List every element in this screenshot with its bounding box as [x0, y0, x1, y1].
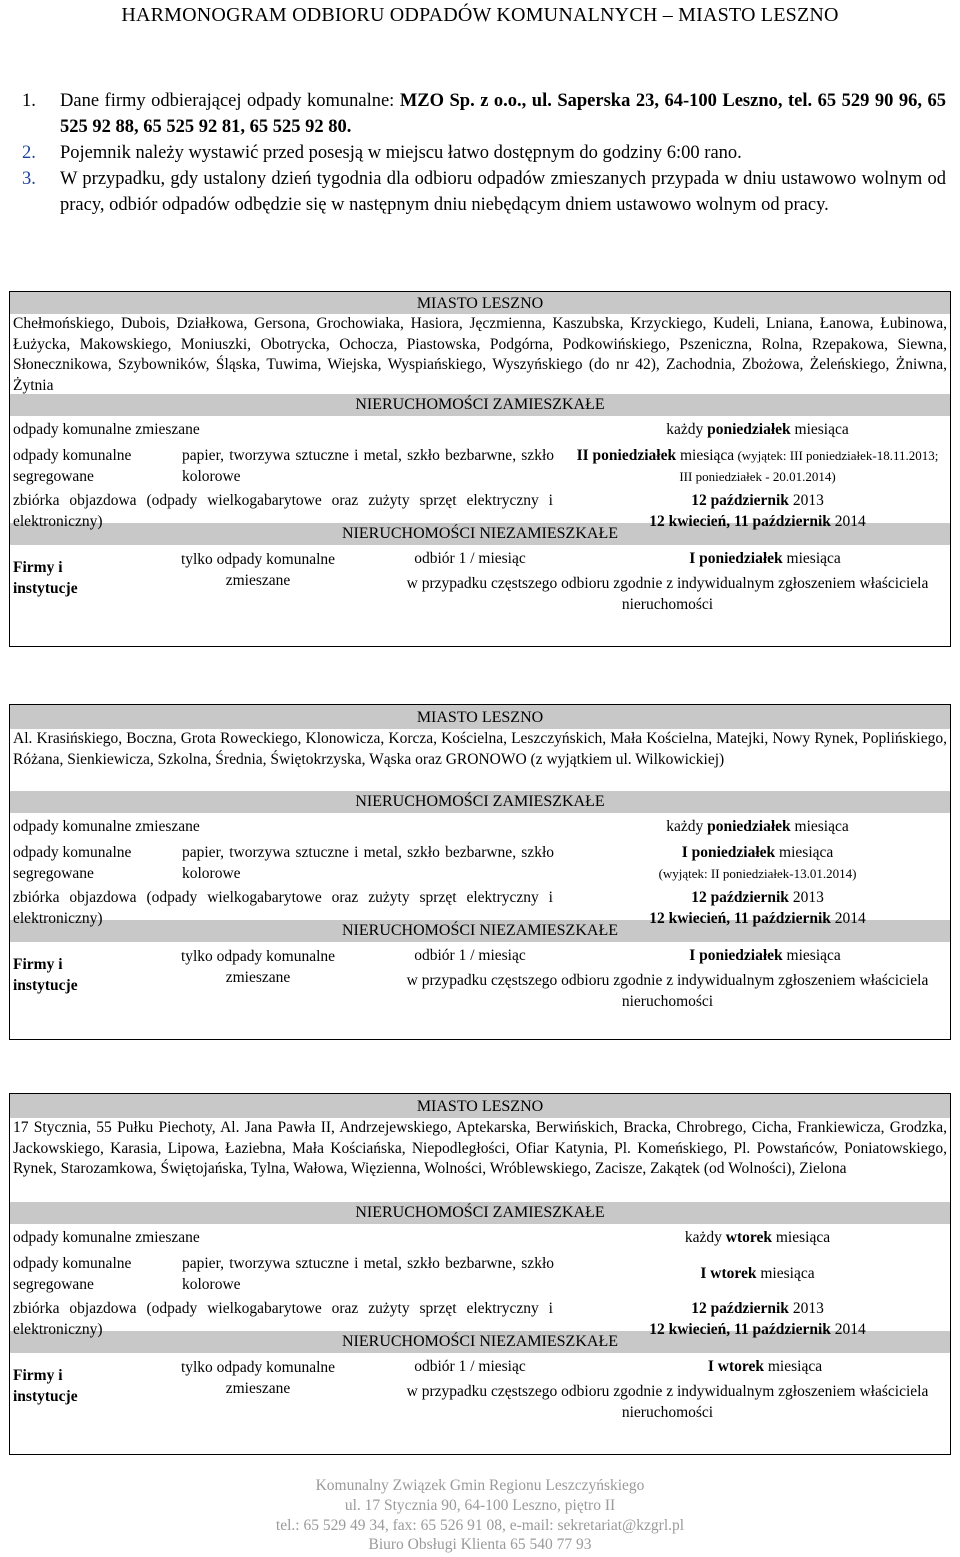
intro-number: 2.	[22, 143, 36, 163]
footer-contact: tel.: 65 529 49 34, fax: 65 526 91 08, e-mail: sekretariat@kzgrl.pl	[275, 1516, 685, 1534]
street-list: Chełmońskiego, Dubois, Działkowa, Gersona, Grochowiaka, Hasiora, Jęczmienna, Kaszubska, Krzyckiego, Kudeli, Lniana, Łanowa, Łubinowa, Łużycka, Makowskiego, Moniuszki, Obotrycka, Ochocza, Piastowska, Podgórna, Podkowińskiego, Pszeniczna, Rolna, Rzepakowa, Siewna, Słonecznikowa, Szybowników, Śląska, Tuwima, Wiejska, Wyspiańskiego, Wyszyńskiego (do nr 42), Zachodnia, Zbożowa, Żeleńskiego, Żniwna, Żytnia	[13, 315, 947, 394]
schedule-block-2	[9, 704, 951, 1040]
nonresidential-grid	[10, 545, 950, 645]
intro-item-container	[22, 140, 946, 166]
segregated-waste-schedule: I poniedziałek miesiąca (wyjątek: II poniedziałek-13.01.2014)	[658, 844, 857, 881]
page-title: HARMONOGRAM ODBIORU ODPADÓW KOMUNALNYCH – MIASTO LESZNO	[121, 4, 839, 26]
footer-customer-service: Biuro Obsługi Klienta 65 540 77 93	[368, 1536, 592, 1554]
city-header: MIASTO LESZNO	[10, 1094, 950, 1118]
mixed-waste-schedule: każdy poniedziałek miesiąca	[666, 421, 849, 438]
firms-schedule: I poniedziałek miesiąca	[689, 947, 841, 964]
segregated-waste-types: papier, tworzywa sztuczne i metal, szkło bezbarwne, szkło kolorowe	[182, 844, 554, 882]
bulky-waste-label: zbiórka objazdowa (odpady wielkogabarytowe oraz zużyty sprzęt elektryczny i elektroniczny)	[13, 492, 553, 530]
footer	[0, 1476, 960, 1555]
frequent-pickup-note: w przypadku częstszego odbioru zgodnie z indywidualnym zgłoszeniem właściciela nieruchomości	[406, 575, 929, 613]
intro-number: 1.	[22, 91, 36, 111]
nonresidential-grid	[10, 942, 950, 1040]
firms-label: Firmy i instytucje	[13, 956, 78, 994]
residential-header: NIERUCHOMOŚCI ZAMIESZKAŁE	[10, 791, 950, 813]
mixed-waste-schedule: każdy wtorek miesiąca	[684, 1229, 831, 1246]
firms-schedule: I wtorek miesiąca	[707, 1358, 823, 1375]
segregated-waste-types: papier, tworzywa sztuczne i metal, szkło bezbarwne, szkło kolorowe	[182, 447, 554, 485]
residential-header: NIERUCHOMOŚCI ZAMIESZKAŁE	[10, 394, 950, 416]
firms-waste-type: tylko odpady komunalne zmieszane	[180, 551, 336, 589]
schedule-block-3	[9, 1093, 951, 1455]
intro-text: Pojemnik należy wystawić przed posesją w miejscu łatwo dostępnym do godziny 6:00 rano.	[60, 143, 742, 163]
city-header: MIASTO LESZNO	[10, 292, 950, 314]
city-header: MIASTO LESZNO	[10, 705, 950, 729]
bulky-waste-dates: 12 październik 2013 12 kwiecień, 11 październik 2014	[649, 1300, 866, 1338]
nonresidential-header: NIERUCHOMOŚCI NIEZAMIESZKAŁE	[10, 523, 950, 545]
mixed-waste-label: odpady komunalne zmieszane	[13, 421, 200, 438]
firms-schedule: I poniedziałek miesiąca	[689, 550, 841, 567]
segregated-waste-schedule: II poniedziałek miesiąca (wyjątek: III poniedziałek-18.11.2013; III poniedziałek - 20.01.2014)	[576, 447, 939, 484]
footer-address: ul. 17 Stycznia 90, 64-100 Leszno, piętro II	[344, 1496, 616, 1514]
segregated-waste-label: odpady komunalne segregowane	[13, 447, 132, 485]
firms-waste-type: tylko odpady komunalne zmieszane	[180, 1359, 336, 1397]
intro-item-company	[22, 88, 946, 140]
bulky-waste-label: zbiórka objazdowa (odpady wielkogabarytowe oraz zużyty sprzęt elektryczny i elektroniczny)	[13, 1300, 553, 1338]
firms-label: Firmy i instytucje	[13, 559, 78, 597]
intro-text: Dane firmy odbierającej odpady komunalne:	[60, 91, 400, 111]
mixed-waste-schedule: każdy poniedziałek miesiąca	[666, 818, 849, 835]
street-list: 17 Stycznia, 55 Pułku Piechoty, Al. Jana Pawła II, Andrzejewskiego, Aptekarska, Berwińskich, Bracka, Chrobrego, Cicha, Frankiewicza, Grodzka, Jackowskiego, Karasia, Lipowa, Łaziebna, Mała Kościańska, Niepodległości, Ofiar Katynia, Pl. Komeńskiego, Pl. Powstańców, Poniatowskiego, Rynek, Starozamkowa, Świętojańska, Tylna, Wałowa, Więzienna, Wolności, Wróblewskiego, Zacisze, Zakątek (od Wolności), Zielona	[13, 1119, 947, 1177]
nonresidential-grid	[10, 1353, 950, 1453]
pickup-frequency: odbiór 1 / miesiąc	[414, 1358, 526, 1375]
segregated-waste-schedule: I wtorek miesiąca	[700, 1265, 815, 1282]
pickup-frequency: odbiór 1 / miesiąc	[414, 550, 526, 567]
residential-header: NIERUCHOMOŚCI ZAMIESZKAŁE	[10, 1202, 950, 1224]
residential-grid	[10, 813, 950, 927]
intro-item-holiday	[22, 166, 946, 218]
nonresidential-header: NIERUCHOMOŚCI NIEZAMIESZKAŁE	[10, 1331, 950, 1353]
frequent-pickup-note: w przypadku częstszego odbioru zgodnie z indywidualnym zgłoszeniem właściciela nieruchomości	[406, 972, 929, 1010]
footer-org-name: Komunalny Związek Gmin Regionu Leszczyńskiego	[315, 1477, 645, 1494]
intro-list	[22, 88, 946, 218]
street-list: Al. Krasińskiego, Boczna, Grota Roweckiego, Klonowicza, Korcza, Kościelna, Leszczyńskich, Mała Kościelna, Matejki, Nowy Rynek, Poplińskiego, Różana, Sienkiewicza, Szkolna, Średnia, Świętokrzyska, Wąska oraz GRONOWO (z wyjątkiem ul. Wilkowickiej)	[13, 730, 947, 768]
frequent-pickup-note: w przypadku częstszego odbioru zgodnie z indywidualnym zgłoszeniem właściciela nieruchomości	[406, 1383, 929, 1421]
schedule-block-1	[9, 291, 951, 647]
bulky-waste-dates: 12 październik 2013 12 kwiecień, 11 październik 2014	[649, 492, 866, 530]
segregated-waste-types: papier, tworzywa sztuczne i metal, szkło bezbarwne, szkło kolorowe	[182, 1255, 554, 1293]
nonresidential-header: NIERUCHOMOŚCI NIEZAMIESZKAŁE	[10, 920, 950, 942]
intro-text: W przypadku, gdy ustalony dzień tygodnia dla odbioru odpadów zmieszanych przypada w dniu ustawowo wolnym od pracy, odbiór odpadów odbędzie się w następnym dniu niebędącym dniem ustawowo wolnym od pracy.	[60, 169, 946, 215]
firms-label: Firmy i instytucje	[13, 1367, 78, 1405]
pickup-frequency: odbiór 1 / miesiąc	[414, 947, 526, 964]
bulky-waste-label: zbiórka objazdowa (odpady wielkogabarytowe oraz zużyty sprzęt elektryczny i elektroniczny)	[13, 889, 553, 927]
residential-grid	[10, 1224, 950, 1338]
segregated-waste-label: odpady komunalne segregowane	[13, 1255, 132, 1293]
bulky-waste-dates: 12 październik 2013 12 kwiecień, 11 październik 2014	[649, 889, 866, 927]
company-contact: MZO Sp. z o.o., ul. Saperska 23, 64-100 Leszno, tel. 65 529 90 96, 65 525 92 88, 65 525 92 81, 65 525 92 80.	[60, 91, 946, 137]
residential-grid	[10, 416, 950, 530]
segregated-waste-label: odpady komunalne segregowane	[13, 844, 132, 882]
intro-number: 3.	[22, 169, 36, 189]
mixed-waste-label: odpady komunalne zmieszane	[13, 1229, 200, 1246]
firms-waste-type: tylko odpady komunalne zmieszane	[180, 948, 336, 986]
mixed-waste-label: odpady komunalne zmieszane	[13, 818, 200, 835]
